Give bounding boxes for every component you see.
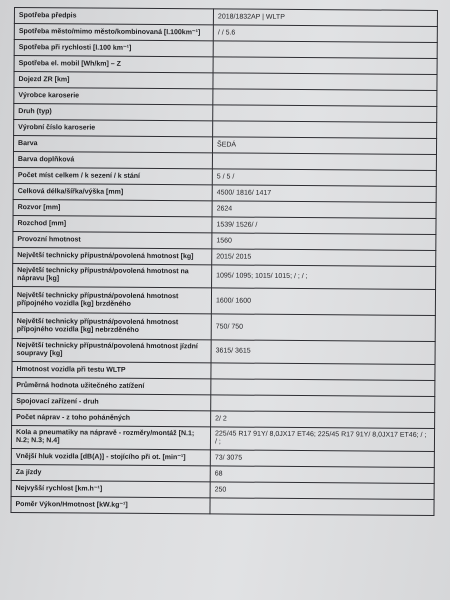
field-value <box>213 57 437 75</box>
field-value <box>213 105 437 123</box>
field-label: Spotřeba el. mobil [Wh/km] – Z <box>14 56 213 73</box>
field-value <box>212 153 436 171</box>
field-label: Nejvyšší rychlost [km.h⁻¹] <box>11 480 210 497</box>
field-value <box>213 89 437 107</box>
field-label: Celková délka/šířka/výška [mm] <box>13 183 212 200</box>
table-row <box>11 496 434 515</box>
field-label: Výrobní číslo karoserie <box>14 120 213 137</box>
field-label: Vnější hluk vozidla [dB(A)] - stojícího při ot. [min⁻¹] <box>11 448 210 465</box>
field-value: 1600/ 1600 <box>211 288 435 316</box>
field-label: Největší technicky přípustná/povolená hmotnost přípojného vozidla [kg] nebrzděného <box>12 312 211 339</box>
field-value: 3615/ 3615 <box>211 340 435 365</box>
field-value: 250 <box>210 482 434 500</box>
table-row <box>11 425 434 451</box>
field-value: ŠEDÁ <box>212 137 436 155</box>
table-row <box>13 263 436 289</box>
field-label: Poměr Výkon/Hmotnost [kW.kg⁻¹] <box>11 496 210 513</box>
field-value <box>213 41 437 59</box>
field-label: Největší technicky přípustná/povolená hmotnost na nápravu [kg] <box>13 263 212 287</box>
field-value: 2624 <box>212 201 436 219</box>
field-label: Barva doplňková <box>13 151 212 168</box>
field-label: Spotřeba město/mimo město/kombinovaná [l.100km⁻¹] <box>14 24 213 41</box>
table-row <box>12 312 435 341</box>
field-value: 68 <box>210 466 434 484</box>
field-value: 1539/ 1526/ / <box>212 217 436 235</box>
field-value: 2015/ 2015 <box>212 249 436 267</box>
field-value: / / 5.6 <box>213 25 437 43</box>
field-value <box>213 121 437 139</box>
field-value <box>210 498 434 516</box>
field-label: Počet náprav - z toho poháněných <box>12 409 211 426</box>
field-label: Hmotnost vozidla při testu WLTP <box>12 361 211 378</box>
table-row <box>12 338 435 364</box>
field-value <box>213 73 437 91</box>
table-row <box>12 286 435 315</box>
field-value: 4500/ 1816/ 1417 <box>212 185 436 203</box>
field-label: Průměrná hodnota užitečného zatížení <box>12 377 211 394</box>
field-label: Spotřeba předpis <box>14 8 213 25</box>
field-label: Největší technicky přípustná/povolená hmotnost [kg] <box>13 247 212 264</box>
vehicle-data-table-body <box>11 8 438 516</box>
field-value: 225/45 R17 91Y/ 8,0JX17 ET46; 225/45 R17 91Y/ 8,0JX17 ET46; / ; / ; <box>210 427 434 452</box>
field-label: Počet míst celkem / k sezení / k stání <box>13 167 212 184</box>
field-value <box>211 395 435 413</box>
field-value <box>211 379 435 397</box>
field-label: Spojovací zařízení - druh <box>12 393 211 410</box>
field-label: Rozchod [mm] <box>13 215 212 232</box>
field-value: 1095/ 1095; 1015/ 1015; / ; / ; <box>212 265 436 290</box>
field-label: Provozní hmotnost <box>13 231 212 248</box>
field-label: Spotřeba při rychlosti [l.100 km⁻¹] <box>14 40 213 57</box>
field-value: 2/ 2 <box>211 411 435 429</box>
field-value: 5 / 5 / <box>212 169 436 187</box>
field-label: Druh (typ) <box>14 104 213 121</box>
field-value: 2018/1832AP | WLTP <box>213 9 437 27</box>
field-label: Barva <box>13 136 212 153</box>
field-label: Největší technicky přípustná/povolená hmotnost jízdní soupravy [kg] <box>12 338 211 362</box>
field-value: 73/ 3075 <box>210 450 434 468</box>
field-label: Výrobce karoserie <box>14 88 213 105</box>
field-label: Největší technicky přípustná/povolená hmotnost přípojného vozidla [kg] brzděného <box>12 286 211 313</box>
vehicle-data-table <box>10 7 438 516</box>
field-label: Kola a pneumatiky na nápravě - rozměry/montáž [N.1; N.2; N.3; N.4] <box>11 425 210 449</box>
field-label: Za jízdy <box>11 464 210 481</box>
field-value: 1560 <box>212 233 436 251</box>
field-label: Rozvor [mm] <box>13 199 212 216</box>
field-value: 750/ 750 <box>211 314 435 342</box>
field-value <box>211 363 435 381</box>
field-label: Dojezd ZR [km] <box>14 72 213 89</box>
